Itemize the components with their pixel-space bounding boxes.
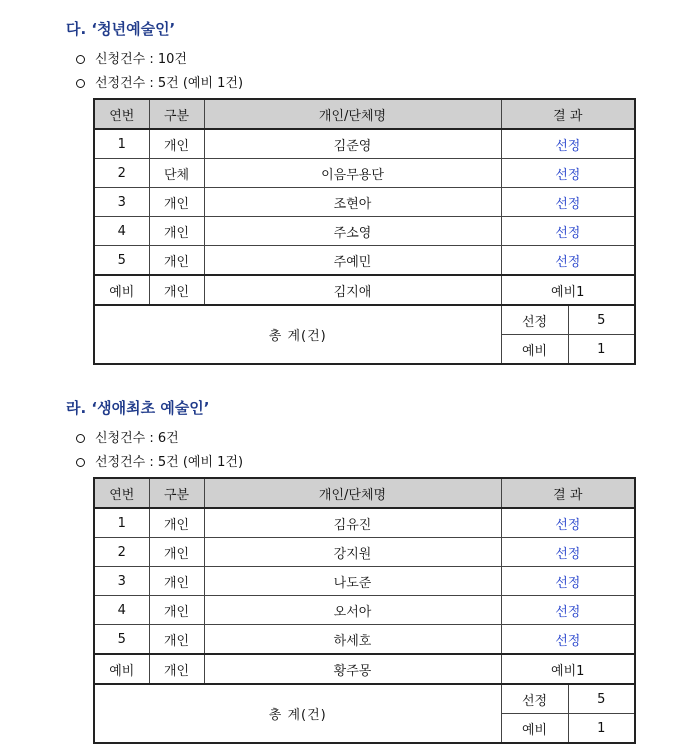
total-selected-label: 선정 xyxy=(501,684,568,714)
result-cell: 선정 xyxy=(501,217,635,246)
table-header-row xyxy=(94,99,635,129)
reserve-row: 예비 개인 김지애 예비1 xyxy=(94,275,635,305)
total-reserve-value: 1 xyxy=(568,714,635,744)
total-row-selected xyxy=(94,684,635,714)
result-cell: 선정 xyxy=(501,188,635,217)
table-row: 4 개인 오서아 선정 xyxy=(94,596,635,625)
result-cell: 선정 xyxy=(501,508,635,538)
bullet-selections: 선정건수 : 5건 (예비 1건) xyxy=(76,451,243,470)
header-type: 구분 xyxy=(149,99,204,129)
results-table xyxy=(93,98,636,365)
section-title: 라. ‘생애최초 예술인’ xyxy=(66,399,210,417)
circle-bullet-icon xyxy=(76,79,85,88)
header-name: 개인/단체명 xyxy=(204,478,501,508)
table-row: 4 개인 주소영 선정 xyxy=(94,217,635,246)
bullet-applications: 신청건수 : 10건 xyxy=(76,48,187,67)
bullet-selections: 선정건수 : 5건 (예비 1건) xyxy=(76,72,243,91)
table-row: 5 개인 주예민 선정 xyxy=(94,246,635,276)
header-result: 결 과 xyxy=(501,99,635,129)
total-selected-label: 선정 xyxy=(501,305,568,335)
total-reserve-label: 예비 xyxy=(501,335,568,365)
header-no: 연번 xyxy=(94,478,149,508)
table-row: 2 단체 이음무용단 선정 xyxy=(94,159,635,188)
table-row: 3 개인 나도준 선정 xyxy=(94,567,635,596)
circle-bullet-icon xyxy=(76,434,85,443)
total-selected-value: 5 xyxy=(568,684,635,714)
header-name: 개인/단체명 xyxy=(204,99,501,129)
result-cell: 선정 xyxy=(501,129,635,159)
result-cell: 선정 xyxy=(501,538,635,567)
total-reserve-value: 1 xyxy=(568,335,635,365)
result-cell: 선정 xyxy=(501,246,635,276)
circle-bullet-icon xyxy=(76,55,85,64)
section-title: 다. ‘청년예술인’ xyxy=(66,20,176,38)
header-result: 결 과 xyxy=(501,478,635,508)
total-label: 총 계(건) xyxy=(94,684,501,743)
result-cell: 선정 xyxy=(501,625,635,655)
table-row: 2 개인 강지원 선정 xyxy=(94,538,635,567)
result-cell: 선정 xyxy=(501,159,635,188)
result-cell: 선정 xyxy=(501,596,635,625)
table-row: 3 개인 조현아 선정 xyxy=(94,188,635,217)
table-row: 1 개인 김유진 선정 xyxy=(94,508,635,538)
header-type: 구분 xyxy=(149,478,204,508)
table-header-row xyxy=(94,478,635,508)
table-row: 5 개인 하세호 선정 xyxy=(94,625,635,655)
reserve-result-cell: 예비1 xyxy=(501,275,635,305)
bullet-applications: 신청건수 : 6건 xyxy=(76,427,179,446)
reserve-result-cell: 예비1 xyxy=(501,654,635,684)
circle-bullet-icon xyxy=(76,458,85,467)
results-table xyxy=(93,477,636,744)
result-cell: 선정 xyxy=(501,567,635,596)
table-row: 1 개인 김준영 선정 xyxy=(94,129,635,159)
total-selected-value: 5 xyxy=(568,305,635,335)
reserve-row: 예비 개인 황주몽 예비1 xyxy=(94,654,635,684)
total-label: 총 계(건) xyxy=(94,305,501,364)
total-reserve-label: 예비 xyxy=(501,714,568,744)
total-row-selected xyxy=(94,305,635,335)
header-no: 연번 xyxy=(94,99,149,129)
